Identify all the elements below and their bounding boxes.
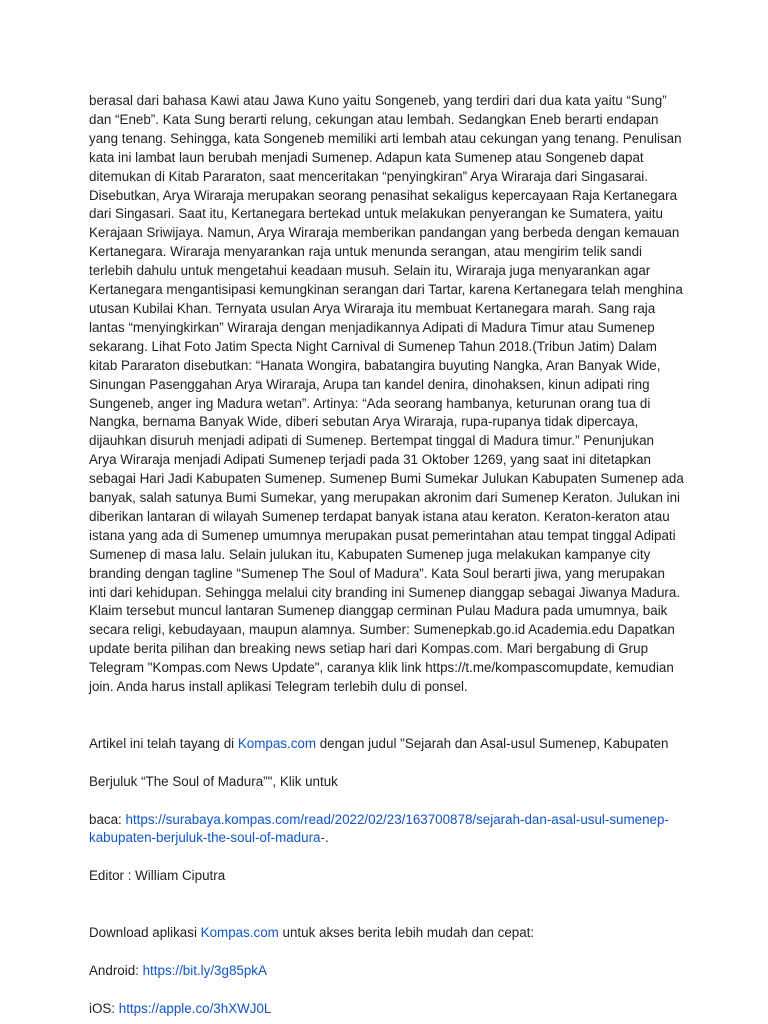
attribution-prefix: Artikel ini telah tayang di xyxy=(89,735,238,751)
paragraph-gap xyxy=(89,697,689,716)
android-app-link[interactable]: https://bit.ly/3g85pkA xyxy=(142,962,267,978)
download-prefix: Download aplikasi xyxy=(89,925,201,941)
article-line: Disebutkan, Arya Wiraraja merupakan seorang penasihat sekaligus kepercayaan Raja Kertanegara xyxy=(89,187,678,203)
article-line: utusan Kubilai Khan. Ternyata usulan Arya Wiraraja itu membuat Kertanegara marah. Sang raja xyxy=(89,300,656,316)
article-line: join. Anda harus install aplikasi Telegram terlebih dulu di ponsel. xyxy=(89,679,468,695)
article-line: Kertanegara mengantisipasi kemungkinan serangan dari Tartar, karena Kertanegara telah menghina xyxy=(89,282,683,298)
article-line: ditemukan di Kitab Pararaton, saat menceritakan “penyingkiran” Arya Wiraraja dari Singasarai. xyxy=(89,168,648,184)
article-line: branding dengan tagline “Sumenep The Soul of Madura”. Kata Soul berarti jiwa, yang merupakan xyxy=(89,565,665,581)
article-line: dijauhkan disuruh menjadi adipati di Sumenep. Bertempat tinggal di Madura timur.” Penunjukan xyxy=(89,433,654,449)
article-line: dari Singasari. Saat itu, Kertanegara bertekad untuk melakukan penyerangan ke Sumatera, yaitu xyxy=(89,206,663,222)
ios-app-link[interactable]: https://apple.co/3hXWJ0L xyxy=(118,1000,272,1016)
article-line: kitab Pararaton disebutkan: “Hanata Wongira, babatangira buyuting Nangka, Aran Banyak Wide, xyxy=(89,357,661,373)
document-page xyxy=(89,92,689,1019)
kompas-site-link[interactable]: Kompas.com xyxy=(237,735,317,751)
editor-line: Editor : William Ciputra xyxy=(89,868,226,884)
article-line: yang tenang. Sehingga, kata Songeneb memiliki arti lembah atau cekungan yang tenang. Penulisan xyxy=(89,130,682,146)
article-line: Arya Wiraraja menjadi Adipati Sumenep terjadi pada 31 Oktober 1269, yang saat ini ditetapkan xyxy=(89,452,652,468)
article-line: lantas “menyingkirkan” Wiraraja dengan menjadikannya Adipati di Madura Timur atau Sumenep xyxy=(89,319,655,335)
article-line: Sumenep di masa lalu. Selain julukan itu, Kabupaten Sumenep juga melakukan kampanye city xyxy=(89,546,651,562)
paragraph-gap xyxy=(89,848,689,867)
url-suffix: . xyxy=(324,830,329,846)
article-line: sekarang. Lihat Foto Jatim Specta Night Carnival di Sumenep Tahun 2018.(Tribun Jatim) Dalam xyxy=(89,338,657,354)
download-suffix: untuk akses berita lebih mudah dan cepat: xyxy=(278,925,535,941)
article-line: Klaim tersebut muncul lantaran Sumenep dianggap cerminan Pulau Madura pada umumnya, baik xyxy=(89,603,668,619)
article-line: Nangka, bernama Banyak Wide, diberi sebutan Arya Wiraraja, rupa-rupanya tidak dipercaya, xyxy=(89,414,639,430)
article-line: sebagai Hari Jadi Kabupaten Sumenep. Sumenep Bumi Sumekar Julukan Kabupaten Sumenep ada xyxy=(89,471,684,487)
article-line: Kertanegara. Wiraraja menyarankan raja untuk menunda serangan, atau mengirim telik sandi xyxy=(89,244,643,260)
article-line: diberikan lantaran di wilayah Sumenep terdapat banyak istana atau keraton. Keraton-keraton atau xyxy=(89,508,670,524)
paragraph-gap xyxy=(89,886,689,905)
kompas-download-link[interactable]: Kompas.com xyxy=(200,925,279,941)
article-line: Sinungan Pasenggahan Arya Wiraraja, Arupa tan kandel denira, dinohaksen, kinun adipati ring xyxy=(89,376,650,392)
ios-label: iOS: xyxy=(89,1000,119,1016)
article-line: kata ini lambat laun berubah menjadi Sumenep. Adapun kata Sumenep atau Songeneb dapat xyxy=(89,149,644,165)
attribution-title: dengan judul "Sejarah dan Asal-usul Sumenep, Kabupaten xyxy=(316,735,669,751)
attribution-paragraph xyxy=(89,716,689,848)
article-url-link[interactable] xyxy=(89,812,669,846)
article-url-part2: kabupaten-berjuluk-the-soul-of-madura- xyxy=(89,830,325,846)
article-line: Kerajaan Sriwijaya. Namun, Arya Wiraraja memberikan pandangan yang berbeda dengan kemauan xyxy=(89,225,680,241)
article-line: Telegram "Kompas.com News Update", caranya klik link https://t.me/kompascomupdate, kemudian xyxy=(89,660,674,676)
article-line: banyak, salah satunya Bumi Sumekar, yang merupakan akronim dari Sumenep Keraton. Julukan ini xyxy=(89,490,681,506)
article-body xyxy=(89,92,689,697)
article-line: secara religi, kebudayaan, maupun alamnya. Sumber: Sumenepkab.go.id Academia.edu Dapatkan xyxy=(89,622,675,638)
article-line: update berita pilihan dan breaking news setiap hari dari Kompas.com. Mari bergabung di Grup xyxy=(89,641,649,657)
download-paragraph xyxy=(89,905,689,1018)
article-line: dan “Eneb”. Kata Sung berarti relung, cekungan atau lembah. Sedangkan Eneb berarti endapan xyxy=(89,111,659,127)
article-line: terlebih dahulu untuk mengetahui keadaan musuh. Selain itu, Wiraraja juga menyarankan agar xyxy=(89,263,651,279)
article-line: berasal dari bahasa Kawi atau Jawa Kuno yaitu Songeneb, yang terdiri dari dua kata yaitu “Sung” xyxy=(89,93,667,108)
article-line: istana yang ada di Sumenep umumnya merupakan pusat pemerintahan atau tempat tinggal Adipati xyxy=(89,527,676,543)
article-line: inti dari kehidupan. Sehingga melalui city branding ini Sumenep dianggap sebagai Jiwanya Madura. xyxy=(89,584,681,600)
article-line: Sungeneb, anger ing Madura wetan”. Artinya: “Ada seorang hambanya, keturunan orang tua di xyxy=(89,395,651,411)
android-label: Android: xyxy=(89,962,143,978)
attribution-title-line2: Berjuluk “The Soul of Madura”", Klik untuk xyxy=(89,773,338,789)
article-url-part1: https://surabaya.kompas.com/read/2022/02/23/163700878/sejarah-dan-asal-usul-sumenep- xyxy=(125,811,669,827)
read-label: baca: xyxy=(89,811,126,827)
